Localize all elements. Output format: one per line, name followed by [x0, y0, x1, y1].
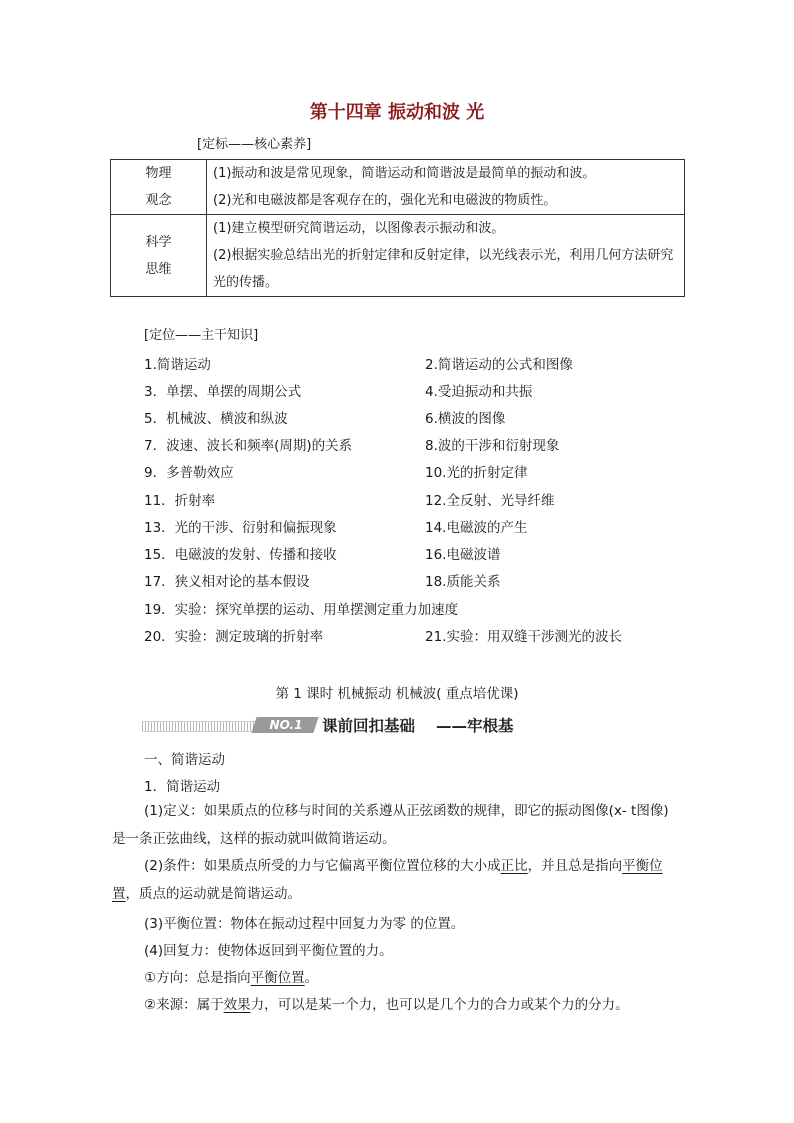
- table-line: (2)根据实验总结出光的折射定律和反射定律，以光线表示光，利用几何方法研究光的传播。: [213, 248, 674, 290]
- list-item: 18.质能关系: [425, 574, 501, 590]
- direction-prefix: ①方向：总是指向: [144, 970, 251, 986]
- header-line: 科学: [145, 234, 172, 250]
- list-item: 11．折射率: [144, 493, 216, 509]
- definition-line-2: 是一条正弦曲线，这样的振动就叫做简谐运动。: [112, 831, 396, 847]
- underlined-term: 平衡位: [622, 858, 663, 874]
- header-line: 物理: [145, 166, 172, 181]
- header-line: 思维: [145, 261, 172, 277]
- definition-line-1: (1)定义：如果质点的位移与时间的关系遵从正弦函数的规律，即它的振动图像(x- t图像): [144, 803, 669, 819]
- banner-tag: NO.1: [269, 718, 303, 732]
- chapter-title: 第十四章 振动和波 光: [309, 102, 485, 123]
- list-item: 10.光的折射定律: [425, 465, 528, 481]
- source-prefix: ②来源：属于: [144, 997, 224, 1013]
- table-row-body: [207, 160, 685, 215]
- list-item: 6.横波的图像: [425, 411, 506, 427]
- core-literacy-label: [定标——核心素养]: [197, 137, 312, 152]
- list-item: 3．单摆、单摆的周期公式: [144, 384, 302, 400]
- core-literacy-table: [110, 159, 685, 297]
- condition-text: ，质点的运动就是简谐运动。: [125, 886, 301, 902]
- list-item: 9．多普勒效应: [144, 465, 234, 481]
- underlined-term: 效果: [223, 997, 251, 1013]
- definition-paragraph: [112, 797, 694, 853]
- equilibrium-position-text: (3)平衡位置：物体在振动过程中回复力为零 的位置。: [144, 916, 465, 932]
- main-knowledge-label: [定位——主干知识]: [144, 328, 259, 343]
- condition-paragraph: [112, 852, 694, 908]
- section-banner: [142, 714, 662, 736]
- list-item: 21.实验：用双缝干涉测光的波长: [425, 629, 622, 645]
- underlined-term: 正比: [500, 858, 528, 874]
- table-row: [111, 160, 685, 215]
- condition-text: (2)条件：如果质点所受的力与它偏离平衡位置位移的大小成: [144, 858, 501, 874]
- header-line: 观念: [145, 193, 172, 208]
- list-item: 4.受迫振动和共振: [425, 384, 533, 400]
- underlined-term: 平衡位置: [250, 970, 305, 986]
- table-row-body: [207, 215, 685, 297]
- list-item: 16.电磁波谱: [425, 547, 501, 563]
- list-item: 20．实验：测定玻璃的折射率: [144, 629, 324, 645]
- source-suffix: 力，可以是某一个力，也可以是几个力的合力或某个力的分力。: [250, 997, 629, 1013]
- list-item: 17．狭义相对论的基本假设: [144, 574, 310, 590]
- source-text: [144, 993, 629, 1013]
- banner-stripe: [142, 721, 260, 732]
- section-heading: 一、简谐运动: [144, 752, 225, 768]
- table-row-header: [111, 215, 207, 297]
- condition-text: ，并且总是指向: [527, 858, 623, 874]
- list-item: 8.波的干涉和衍射现象: [425, 438, 560, 454]
- banner-subtitle: ——牢根基: [436, 717, 514, 735]
- table-line: (1)建立模型研究简谐运动，以图像表示振动和波。: [213, 221, 505, 236]
- list-item: 2.简谐运动的公式和图像: [425, 357, 573, 373]
- direction-suffix: 。: [304, 970, 319, 986]
- list-item: 19．实验：探究单摆的运动、用单摆测定重力加速度: [144, 602, 459, 618]
- list-item: 13．光的干涉、衍射和偏振现象: [144, 520, 337, 536]
- banner-title: 课前回扣基础: [322, 717, 416, 735]
- subsection-heading: 1．简谐运动: [144, 779, 221, 795]
- list-item: 7．波速、波长和频率(周期)的关系: [144, 438, 353, 454]
- restoring-force-text: (4)回复力：使物体返回到平衡位置的力。: [144, 943, 393, 959]
- table-line: (2)光和电磁波都是客观存在的，强化光和电磁波的物质性。: [213, 193, 557, 208]
- list-item: 15．电磁波的发射、传播和接收: [144, 547, 337, 563]
- list-item: 1.简谐运动: [144, 357, 211, 373]
- list-item: 12.全反射、光导纤维: [425, 493, 555, 509]
- list-item: 5．机械波、横波和纵波: [144, 411, 288, 427]
- table-line: (1)振动和波是常见现象，简谐运动和简谐波是最简单的振动和波。: [213, 166, 596, 181]
- table-row: [111, 215, 685, 297]
- list-item: 14.电磁波的产生: [425, 520, 528, 536]
- lesson-title: 第 1 课时 机械振动 机械波( 重点培优课): [275, 686, 519, 702]
- underlined-term: 置: [112, 886, 126, 902]
- table-row-header: [111, 160, 207, 215]
- direction-text: [144, 966, 318, 986]
